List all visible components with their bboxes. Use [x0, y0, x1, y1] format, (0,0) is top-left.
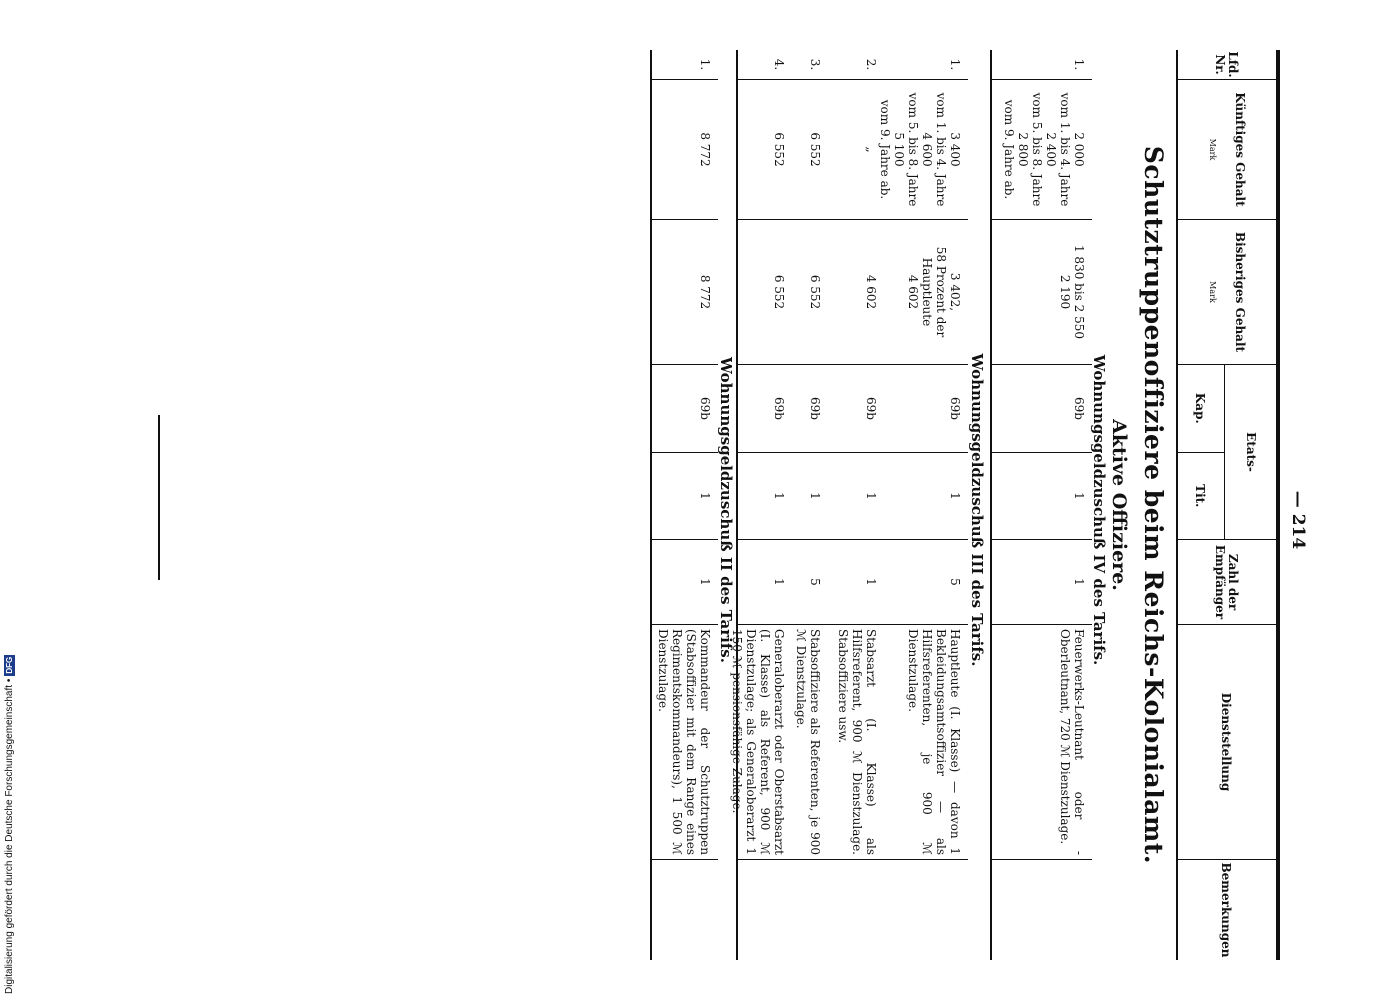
- credit-text: Digitalisierung gefördert durch die Deutsche Forschungsgemeinschaft •: [4, 678, 15, 994]
- header-kuenftig-label: Künftiges Gehalt: [1233, 92, 1247, 207]
- cell-zahl: 1: [738, 540, 792, 625]
- cell-bisherig: [738, 220, 792, 365]
- header-bem-label: Bemerkungen: [1219, 862, 1234, 958]
- cell-kap: 69b: [992, 365, 1092, 453]
- cell-line: 5 100: [892, 132, 906, 167]
- bottom-rule: [650, 50, 652, 960]
- cell-line: 4 602: [906, 274, 920, 310]
- header-zahl: [1176, 540, 1276, 625]
- cell-line: 2 800: [1016, 132, 1030, 167]
- cell-line: 1 830 bis 2 550: [1072, 244, 1086, 339]
- header-kap: Kap.: [1176, 365, 1224, 453]
- cell-line: vom 5. bis 8. Jahre: [1030, 92, 1044, 207]
- cell-tit: 1: [792, 453, 828, 540]
- table-row: [878, 50, 968, 960]
- cell-dienst: Stabsoffiziere als Referenten, je 900 ℳ Dienstzulage.: [792, 625, 828, 860]
- cell-line: 2 000: [1072, 132, 1086, 167]
- cell-nr: 1.: [992, 50, 1092, 80]
- cell-kuenftig: [828, 80, 884, 220]
- cell-line: „: [864, 146, 878, 153]
- cell-bisherig: [652, 220, 718, 365]
- footer-line: [158, 415, 160, 580]
- header-kuenftig-unit: Mark: [1208, 138, 1217, 161]
- cell-bem: [738, 860, 792, 960]
- cell-kuenftig: [652, 80, 718, 220]
- table-row: [792, 50, 828, 960]
- cell-kuenftig: [992, 80, 1092, 220]
- cell-line: 3 400: [948, 132, 962, 167]
- cell-kap: 69b: [738, 365, 792, 453]
- section-rule: [990, 50, 992, 960]
- cell-nr: 1.: [652, 50, 718, 80]
- cell-kap: 69b: [884, 365, 968, 453]
- section-rule: [736, 50, 738, 960]
- table-row: [992, 50, 1092, 960]
- cell-bem: [652, 860, 718, 960]
- dfg-logo: DFG: [5, 656, 14, 674]
- cell-tit: 1: [828, 453, 884, 540]
- header-dienst: [1176, 625, 1276, 860]
- cell-line: 2 400: [1044, 132, 1058, 167]
- header-zahl-label: Zahl der Empfänger: [1213, 544, 1240, 620]
- header-etat-label: Etats-: [1224, 365, 1276, 539]
- cell-line: 58 Prozent der Hauptleute: [920, 246, 948, 338]
- cell-line: vom 9. Jahre ab.: [878, 99, 892, 200]
- cell-nr: 2.: [828, 50, 884, 80]
- cell-line: 6 552: [808, 274, 822, 310]
- cell-dienst: Generaloberarzt oder Oberstabsarzt (I. Klasse) als Referent, 900 ℳ Dienstzulage; als Generaloberarzt 1 150 ℳ pensionsfähige Zulage.: [738, 625, 792, 860]
- cell-tit: 1: [738, 453, 792, 540]
- cell-bem: [992, 860, 1092, 960]
- header-etat: [1176, 365, 1276, 540]
- table-row: [730, 50, 792, 960]
- cell-line: 8 772: [698, 132, 712, 167]
- cell-kuenftig: [738, 80, 792, 220]
- cell-line: 8 772: [698, 274, 712, 310]
- cell-tit: 1: [884, 453, 968, 540]
- header-bisherig: [1176, 220, 1276, 365]
- section-heading: Wohnungsgeldzuschuß III des Tarifs.: [968, 353, 986, 667]
- header-nr: [1176, 50, 1276, 80]
- header-tit: Tit.: [1193, 484, 1208, 508]
- cell-line: vom 5. bis 8. Jahre: [906, 92, 920, 207]
- cell-line: vom 1. bis 4. Jahre: [1058, 92, 1072, 207]
- cell-dienst: Kommandeur der Schutztruppen (Stabsoffizier mit dem Range eines Regimentskommandeurs), 1 500 ℳ Dienstzulage.: [652, 625, 718, 860]
- cell-dienst: Stabsarzt (I. Klasse) als Hilfsreferent, 900 ℳ Dienstzulage. Stabsoffiziere usw.: [828, 625, 884, 860]
- header-bisherig-label: Bisheriges Gehalt: [1233, 231, 1247, 353]
- table-header: [1176, 50, 1276, 960]
- cell-bem: [884, 860, 968, 960]
- cell-line: vom 1. bis 4. Jahre: [934, 92, 948, 207]
- cell-line: 6 552: [808, 132, 822, 167]
- cell-tit: 1: [992, 453, 1092, 540]
- cell-zahl: 5: [884, 540, 968, 625]
- cell-line: 4 600: [920, 132, 934, 167]
- cell-nr: 3.: [792, 50, 828, 80]
- cell-kuenftig: [878, 80, 968, 220]
- top-rule: [1276, 50, 1280, 960]
- cell-dienst: Hauptleute (I. Klasse) — davon 1 Bekleidungsamtsoffizier — als Hilfsreferenten, je 900 ℳ Dienstzulage.: [884, 625, 968, 860]
- cell-zahl: 1: [828, 540, 884, 625]
- header-dienst-label: Dienststellung: [1219, 692, 1234, 792]
- cell-bisherig: [884, 220, 968, 365]
- section-heading: Wohnungsgeldzuschuß IV des Tarifs.: [1090, 354, 1108, 666]
- cell-zahl: 1: [992, 540, 1092, 625]
- header-kuenftig: [1176, 80, 1276, 220]
- page-title: Schutztruppenoffiziere beim Reichs-Kolonialamt.: [1139, 145, 1168, 865]
- cell-line: vom 9. Jahre ab.: [1002, 99, 1016, 200]
- cell-nr: 4.: [738, 50, 792, 80]
- cell-bem: [828, 860, 884, 960]
- cell-line: 6 552: [772, 274, 786, 310]
- table-row: [828, 50, 884, 960]
- cell-line: 3 402,: [948, 272, 962, 312]
- cell-kap: 69b: [652, 365, 718, 453]
- cell-kap: 69b: [792, 365, 828, 453]
- cell-zahl: 1: [652, 540, 718, 625]
- cell-line: 2 190: [1058, 274, 1072, 310]
- header-bem: [1176, 860, 1276, 960]
- cell-line: 6 552: [772, 132, 786, 167]
- section-heading: Wohnungsgeldzuschuß II des Tarifs.: [717, 357, 735, 663]
- digitization-credit: [2, 604, 18, 994]
- cell-line: 4 602: [864, 274, 878, 310]
- page-subtitle: Aktive Offiziere.: [1108, 419, 1130, 591]
- page-number: — 214 —: [1268, 490, 1308, 550]
- cell-kap: 69b: [828, 365, 884, 453]
- cell-dienst: Feuerwerks-Leutnant oder -Oberleutnant, 720 ℳ Dienstzulage.: [992, 625, 1092, 860]
- cell-bem: [792, 860, 828, 960]
- table-row: [652, 50, 718, 960]
- header-nr-label: Lfd. Nr.: [1213, 51, 1240, 78]
- cell-kuenftig: [792, 80, 828, 220]
- document-page: [230, 50, 1320, 960]
- cell-nr: 1.: [884, 50, 968, 80]
- cell-bisherig: [792, 220, 828, 365]
- header-bisherig-unit: Mark: [1208, 281, 1217, 303]
- cell-bisherig: [992, 220, 1092, 365]
- cell-bisherig: [828, 220, 884, 365]
- cell-tit: 1: [652, 453, 718, 540]
- cell-zahl: 5: [792, 540, 828, 625]
